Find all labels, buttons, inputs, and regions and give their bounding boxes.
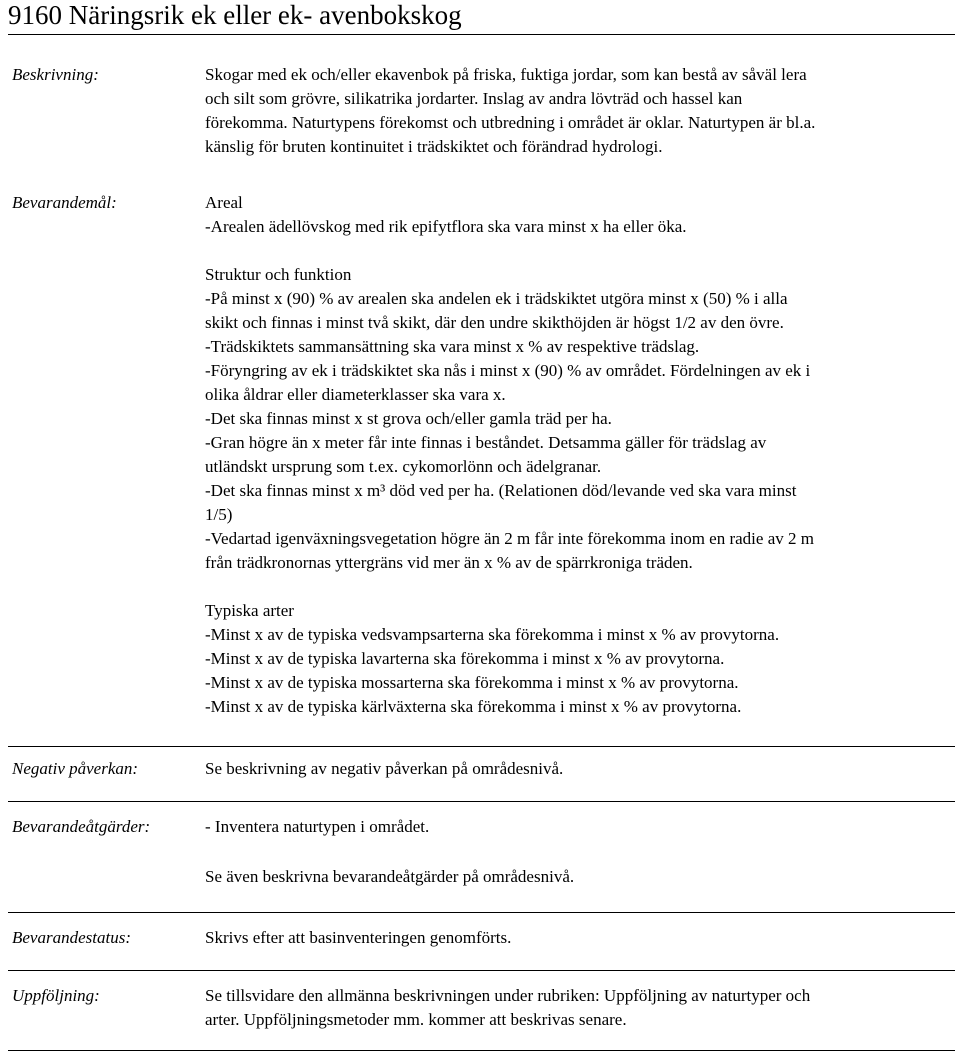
beskrivning-line: förekomma. Naturtypens förekomst och utbredning i området är oklar. Naturtypen är bl.a. [205, 113, 816, 132]
struktur-line: -Det ska finnas minst x m³ död ved per ha. (Relationen död/levande ved ska vara minst [205, 481, 797, 500]
arter-heading: Typiska arter [205, 601, 294, 620]
section-divider [8, 912, 955, 913]
struktur-line: -Gran högre än x meter får inte finnas i beståndet. Detsamma gäller för trädslag av [205, 433, 767, 452]
arter-line: -Minst x av de typiska vedsvampsarterna ska förekomma i minst x % av provytorna. [205, 625, 780, 644]
atgard-line: - Inventera naturtypen i området. [205, 817, 430, 836]
struktur-heading: Struktur och funktion [205, 265, 352, 284]
section-divider [8, 801, 955, 802]
areal-heading: Areal [205, 193, 243, 212]
struktur-line: 1/5) [205, 505, 233, 524]
struktur-line: från trädkronornas yttergräns vid mer än x % av de spärrkroniga träden. [205, 553, 693, 572]
bevarandestatus-label: Bevarandestatus: [12, 928, 131, 947]
atgard-line: Se även beskrivna bevarandeåtgärder på områdesnivå. [205, 867, 575, 886]
struktur-line: -Det ska finnas minst x st grova och/eller gamla träd per ha. [205, 409, 612, 428]
page-title: 9160 Näringsrik ek eller ek- avenbokskog [8, 0, 462, 30]
beskrivning-line: känslig för bruten kontinuitet i trädskiktet och förändrad hydrologi. [205, 137, 663, 156]
uppfoljning-label: Uppföljning: [12, 986, 100, 1005]
beskrivning-line: Skogar med ek och/eller ekavenbok på friska, fuktiga jordar, som kan bestå av såväl lera [205, 65, 807, 84]
struktur-line: utländskt ursprung som t.ex. cykomorlönn och ädelgranar. [205, 457, 602, 476]
struktur-line: olika åldrar eller diameterklasser ska vara x. [205, 385, 506, 404]
title-divider [8, 34, 955, 35]
negativ-paverkan-text: Se beskrivning av negativ påverkan på områdesnivå. [205, 759, 564, 778]
struktur-line: -Föryngring av ek i trädskiktet ska nås i minst x (90) % av området. Fördelningen av ek i [205, 361, 811, 380]
bevarandeatgarder-label: Bevarandeåtgärder: [12, 817, 151, 836]
section-divider [8, 746, 955, 747]
uppfoljning-line: Se tillsvidare den allmänna beskrivningen under rubriken: Uppföljning av naturtyper och [205, 986, 811, 1005]
arter-line: -Minst x av de typiska lavarterna ska förekomma i minst x % av provytorna. [205, 649, 725, 668]
bevarandestatus-text: Skrivs efter att basinventeringen genomförts. [205, 928, 512, 947]
bevarandemal-content [205, 191, 955, 719]
beskrivning-label: Beskrivning: [12, 65, 99, 84]
negativ-paverkan-content [205, 757, 955, 781]
arter-line: -Minst x av de typiska kärlväxterna ska förekomma i minst x % av provytorna. [205, 697, 742, 716]
struktur-line: -Vedartad igenväxningsvegetation högre än 2 m får inte förekomma inom en radie av 2 m [205, 529, 814, 548]
negativ-paverkan-label: Negativ påverkan: [12, 759, 139, 778]
beskrivning-content [205, 63, 955, 159]
uppfoljning-line: arter. Uppföljningsmetoder mm. kommer att beskrivas senare. [205, 1010, 627, 1029]
uppfoljning-content [205, 984, 955, 1032]
section-divider [8, 970, 955, 971]
struktur-line: -På minst x (90) % av arealen ska andelen ek i trädskiktet utgöra minst x (50) % i alla [205, 289, 788, 308]
areal-line: -Arealen ädellövskog med rik epifytflora ska vara minst x ha eller öka. [205, 217, 687, 236]
bevarandeatgarder-content [205, 815, 955, 889]
struktur-line: skikt och finnas i minst två skikt, där den undre skikthöjden är högst 1/2 av den övre. [205, 313, 784, 332]
arter-line: -Minst x av de typiska mossarterna ska förekomma i minst x % av provytorna. [205, 673, 739, 692]
bevarandemal-label: Bevarandemål: [12, 193, 117, 212]
beskrivning-line: och silt som grövre, silikatrika jordarter. Inslag av andra lövträd och hassel kan [205, 89, 743, 108]
bevarandestatus-content [205, 926, 955, 950]
section-divider [8, 1050, 955, 1051]
struktur-line: -Trädskiktets sammansättning ska vara minst x % av respektive trädslag. [205, 337, 700, 356]
